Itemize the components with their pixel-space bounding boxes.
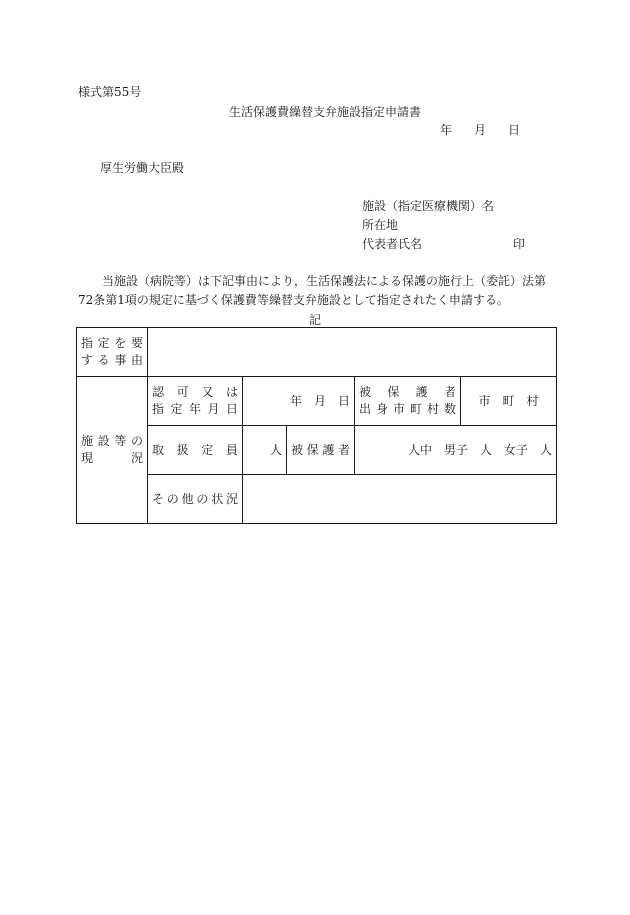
- addressee: 厚生労働大臣殿: [100, 161, 185, 175]
- document-title: 生活保護費繰替支弁施設指定申請書: [228, 105, 421, 119]
- seal-mark: 印: [513, 237, 526, 251]
- capacity-label: 取扱定員: [148, 426, 243, 475]
- facility-name-label: 施設（指定医療機関）名: [362, 199, 495, 213]
- origin-count-field[interactable]: 市 町 村: [461, 377, 557, 426]
- reason-label-line1: 指定を要: [81, 336, 143, 350]
- date-month: 月: [474, 123, 487, 137]
- date-year: 年: [440, 123, 453, 137]
- location-label: 所在地: [362, 218, 399, 232]
- origin-label-line1: 被保護者: [359, 385, 456, 399]
- reason-label-cell: [77, 328, 148, 377]
- other-status-label: その他の状況: [148, 475, 243, 524]
- form-number: 様式第55号: [78, 85, 142, 99]
- other-status-field[interactable]: [243, 475, 557, 524]
- permit-label-cell: [148, 377, 243, 426]
- recipient-label: 被保護者: [287, 426, 355, 475]
- date-day: 日: [508, 123, 521, 137]
- reason-label-line2: する事由: [81, 353, 143, 367]
- status-label-line2: 現 況: [81, 451, 143, 465]
- permit-label-line1: 認可又は: [152, 385, 238, 399]
- application-statement: 当施設（病院等）は下記事由により，生活保護法による保護の施行上（委託）法第72条第1項の規定に基づく保護費等繰替支弁施設として指定されたく申請する。: [78, 274, 547, 307]
- representative-label: 代表者氏名: [362, 237, 423, 251]
- capacity-field[interactable]: 人: [243, 426, 287, 475]
- origin-label-cell: [355, 377, 461, 426]
- reason-field[interactable]: [148, 328, 557, 377]
- status-label-cell: [77, 377, 148, 524]
- date-line: [440, 123, 520, 137]
- status-label-line1: 施設等の: [81, 434, 143, 448]
- permit-date-field[interactable]: 年 月 日: [243, 377, 355, 426]
- application-table: [76, 327, 557, 524]
- ki-heading: 記: [308, 313, 321, 327]
- origin-label-line2: 出身市町村数: [359, 402, 456, 416]
- permit-label-line2: 指定年月日: [152, 402, 238, 416]
- recipient-count-field[interactable]: 人中 男子 人 女子 人: [355, 426, 557, 475]
